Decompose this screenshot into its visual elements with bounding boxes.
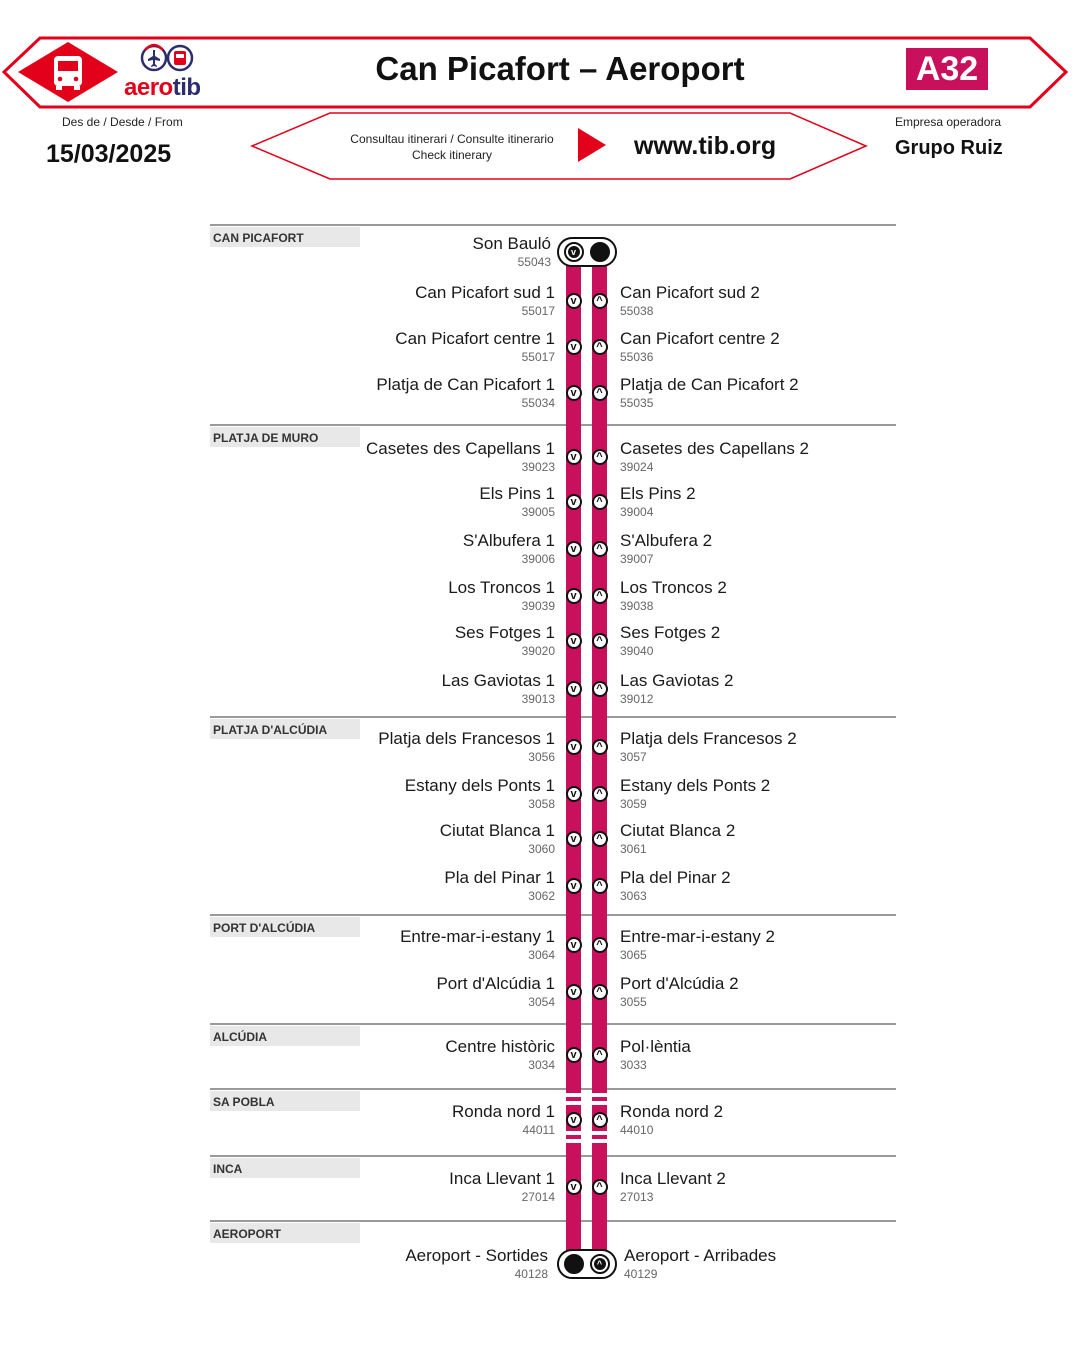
stop-code-outbound: 40128: [514, 1267, 548, 1281]
terminal-dot: [590, 242, 610, 262]
stop-name-inbound: Estany dels Ponts 2: [620, 776, 771, 795]
stop-code-outbound: 55017: [521, 350, 555, 364]
down-arrow-icon: v: [566, 541, 582, 557]
up-arrow-icon: ^: [592, 937, 608, 953]
stop-code-inbound: 44010: [620, 1123, 654, 1137]
zone-divider: [210, 716, 896, 718]
zone-label: AEROPORT: [210, 1223, 360, 1243]
stop-name-inbound: Aeroport - Arribades: [624, 1246, 777, 1265]
stop-code-outbound: 3054: [528, 995, 555, 1009]
zone-divider: [210, 224, 896, 226]
down-arrow-icon: v: [566, 588, 582, 604]
track-gap-band: [566, 1131, 581, 1135]
stop-name-inbound: Platja de Can Picafort 2: [620, 375, 799, 394]
stop-name-inbound: Las Gaviotas 2: [620, 671, 734, 690]
stop-code-inbound: 39012: [620, 692, 654, 706]
stop-name-outbound: Inca Llevant 1: [449, 1169, 555, 1188]
stop-name-outbound: Platja de Can Picafort 1: [376, 375, 555, 394]
stop-code-outbound: 3034: [528, 1058, 555, 1072]
zone-label: INCA: [210, 1158, 360, 1178]
track-gap-band: [592, 1131, 607, 1135]
zone-divider: [210, 1155, 896, 1157]
zone-divider: [210, 1220, 896, 1222]
stop-name-inbound: Els Pins 2: [620, 484, 696, 503]
stop-code-inbound: 3057: [620, 750, 647, 764]
down-arrow-icon: v: [566, 339, 582, 355]
stop-name-inbound: Can Picafort sud 2: [620, 283, 760, 302]
stop-name-inbound: Ronda nord 2: [620, 1102, 724, 1121]
down-arrow-icon: v: [566, 1112, 582, 1128]
plane-icon: [148, 50, 160, 67]
up-arrow-icon: ^: [592, 1047, 608, 1063]
stop-code-outbound: 44011: [522, 1123, 555, 1137]
stop-code-inbound: 39024: [620, 460, 654, 474]
from-date: 15/03/2025: [46, 140, 172, 168]
down-arrow-icon: v: [566, 1047, 582, 1063]
zone-divider: [210, 914, 896, 916]
zone-divider: [210, 1023, 896, 1025]
up-arrow-icon: ^: [592, 633, 608, 649]
aerotib-logo: [124, 74, 201, 102]
up-arrow-icon: ^: [592, 878, 608, 894]
track-gap-band: [566, 1093, 581, 1097]
stop-marker-inbound: [590, 1254, 610, 1274]
zone-divider: [210, 1088, 896, 1090]
stop-name-outbound: Pla del Pinar 1: [444, 868, 555, 887]
up-arrow-icon: ^: [592, 681, 608, 697]
stop-code-inbound: 39038: [620, 599, 654, 613]
consult-line-1: Consultau itinerari / Consulte itinerario: [350, 132, 554, 146]
website-link[interactable]: www.tib.org: [634, 132, 777, 160]
zone-label: PLATJA D'ALCÚDIA: [210, 719, 360, 739]
up-arrow-icon: ^: [592, 449, 608, 465]
stop-code-outbound: 3062: [528, 889, 555, 903]
down-arrow-icon: v: [566, 786, 582, 802]
stop-name-outbound: Aeroport - Sortides: [405, 1246, 548, 1265]
track-gap-band: [592, 1139, 607, 1143]
stop-name-outbound: Els Pins 1: [479, 484, 555, 503]
stop-name-outbound: Can Picafort sud 1: [415, 283, 555, 302]
stop-code-inbound: 27013: [620, 1190, 654, 1204]
down-arrow-icon: v: [566, 494, 582, 510]
consult-line-2: Check itinerary: [411, 148, 493, 162]
up-arrow-icon: ^: [592, 385, 608, 401]
stop-name-inbound: Casetes des Capellans 2: [620, 439, 810, 458]
stop-code-inbound: 39007: [620, 552, 654, 566]
stop-name-outbound: Entre-mar-i-estany 1: [400, 927, 555, 946]
stop-name-inbound: Can Picafort centre 2: [620, 329, 780, 348]
down-arrow-icon: v: [566, 937, 582, 953]
track-gap-band: [592, 1101, 607, 1105]
stop-code-outbound: 39023: [521, 460, 555, 474]
from-label: Des de / Desde / From: [62, 115, 183, 129]
stop-name-inbound: Ses Fotges 2: [620, 623, 721, 642]
stop-code-outbound: 39020: [521, 644, 555, 658]
small-bus-icon: [174, 51, 186, 65]
stop-code-inbound: 55036: [620, 350, 654, 364]
stop-name-inbound: Platja dels Francesos 2: [620, 729, 797, 748]
stop-code-inbound: 3033: [620, 1058, 647, 1072]
stop-code-inbound: 39040: [620, 644, 654, 658]
down-arrow-icon: v: [566, 984, 582, 1000]
zone-divider: [210, 424, 896, 426]
up-arrow-icon: ^: [594, 1258, 606, 1270]
stop-name-inbound: Ciutat Blanca 2: [620, 821, 736, 840]
stop-name-outbound: S'Albufera 1: [462, 531, 555, 550]
stop-code-outbound: 3058: [528, 797, 555, 811]
stop-code-inbound: 3055: [620, 995, 647, 1009]
stop-code-outbound: 3056: [528, 750, 555, 764]
stop-name-outbound: Can Picafort centre 1: [395, 329, 555, 348]
stop-code-outbound: 55043: [517, 255, 551, 269]
stop-name-outbound: Port d'Alcúdia 1: [436, 974, 555, 993]
up-arrow-icon: ^: [592, 494, 608, 510]
up-arrow-icon: ^: [592, 739, 608, 755]
down-arrow-icon: v: [566, 1179, 582, 1195]
stop-name-inbound: Entre-mar-i-estany 2: [620, 927, 775, 946]
up-arrow-icon: ^: [592, 541, 608, 557]
stop-name-outbound: Casetes des Capellans 1: [365, 439, 555, 458]
stop-code-outbound: 3060: [528, 842, 555, 856]
stop-code-inbound: 55035: [620, 396, 654, 410]
operator-label: Empresa operadora: [895, 115, 1002, 129]
stop-name-inbound: Port d'Alcúdia 2: [620, 974, 739, 993]
stop-code-inbound: 39004: [620, 505, 654, 519]
up-arrow-icon: ^: [592, 786, 608, 802]
stop-code-outbound: 39006: [521, 552, 555, 566]
bus-icon: [54, 56, 82, 90]
down-arrow-icon: v: [566, 739, 582, 755]
stop-marker-outbound: [564, 242, 584, 262]
zone-label: PLATJA DE MURO: [210, 427, 360, 447]
zone-label: CAN PICAFORT: [210, 227, 360, 247]
up-arrow-icon: ^: [592, 831, 608, 847]
consult-itinerary-text: [340, 131, 564, 163]
stop-name-outbound: Las Gaviotas 1: [441, 671, 555, 690]
track-gap-band: [592, 1093, 607, 1097]
stop-name-outbound: Platja dels Francesos 1: [378, 729, 555, 748]
stop-name-outbound: Ses Fotges 1: [454, 623, 555, 642]
track-gap-band: [566, 1101, 581, 1105]
stop-code-inbound: 3061: [620, 842, 647, 856]
up-arrow-icon: ^: [592, 339, 608, 355]
route-title: Can Picafort – Aeroport: [375, 50, 745, 87]
operator-name: Grupo Ruiz: [895, 137, 1003, 159]
zone-label: PORT D'ALCÚDIA: [210, 917, 360, 937]
stop-code-inbound: 3065: [620, 948, 647, 962]
stop-name-outbound: Ciutat Blanca 1: [439, 821, 555, 840]
stop-code-inbound: 40129: [624, 1267, 658, 1281]
up-arrow-icon: ^: [592, 588, 608, 604]
stop-name-outbound: Ronda nord 1: [451, 1102, 555, 1121]
stop-name-inbound: S'Albufera 2: [620, 531, 713, 550]
track-gap-band: [566, 1139, 581, 1143]
logo-tib-text: tib: [172, 74, 201, 101]
stop-code-outbound: 27014: [521, 1190, 555, 1204]
down-arrow-icon: v: [566, 449, 582, 465]
stop-name-inbound: Los Troncos 2: [620, 578, 727, 597]
stop-code-outbound: 55034: [521, 396, 555, 410]
down-arrow-icon: v: [566, 293, 582, 309]
stop-code-inbound: 55038: [620, 304, 654, 318]
play-arrow-icon: [578, 128, 606, 162]
down-arrow-icon: v: [566, 681, 582, 697]
stop-code-outbound: 39005: [521, 505, 555, 519]
stop-code-outbound: 55017: [521, 304, 555, 318]
stop-name-outbound: Los Troncos 1: [448, 578, 555, 597]
stop-code-inbound: 3059: [620, 797, 647, 811]
stop-code-outbound: 39013: [521, 692, 555, 706]
stop-code-inbound: 3063: [620, 889, 647, 903]
stop-name-outbound: Son Bauló: [472, 234, 551, 253]
zone-label: ALCÚDIA: [210, 1026, 360, 1046]
up-arrow-icon: ^: [592, 293, 608, 309]
up-arrow-icon: ^: [592, 1179, 608, 1195]
zone-label: SA POBLA: [210, 1091, 360, 1111]
stop-name-outbound: Centre històric: [445, 1037, 555, 1056]
stop-name-inbound: Pla del Pinar 2: [620, 868, 731, 887]
stop-name-inbound: Inca Llevant 2: [620, 1169, 726, 1188]
stop-code-outbound: 39039: [521, 599, 555, 613]
down-arrow-icon: v: [568, 246, 580, 258]
down-arrow-icon: v: [566, 878, 582, 894]
down-arrow-icon: v: [566, 633, 582, 649]
up-arrow-icon: ^: [592, 984, 608, 1000]
down-arrow-icon: v: [566, 385, 582, 401]
stop-code-outbound: 3064: [528, 948, 555, 962]
logo-aero-text: aero: [124, 74, 173, 101]
route-code-badge: A32: [906, 48, 988, 90]
terminal-dot: [564, 1254, 584, 1274]
down-arrow-icon: v: [566, 831, 582, 847]
up-arrow-icon: ^: [592, 1112, 608, 1128]
stop-name-inbound: Pol·lèntia: [620, 1037, 691, 1056]
stop-name-outbound: Estany dels Ponts 1: [404, 776, 555, 795]
